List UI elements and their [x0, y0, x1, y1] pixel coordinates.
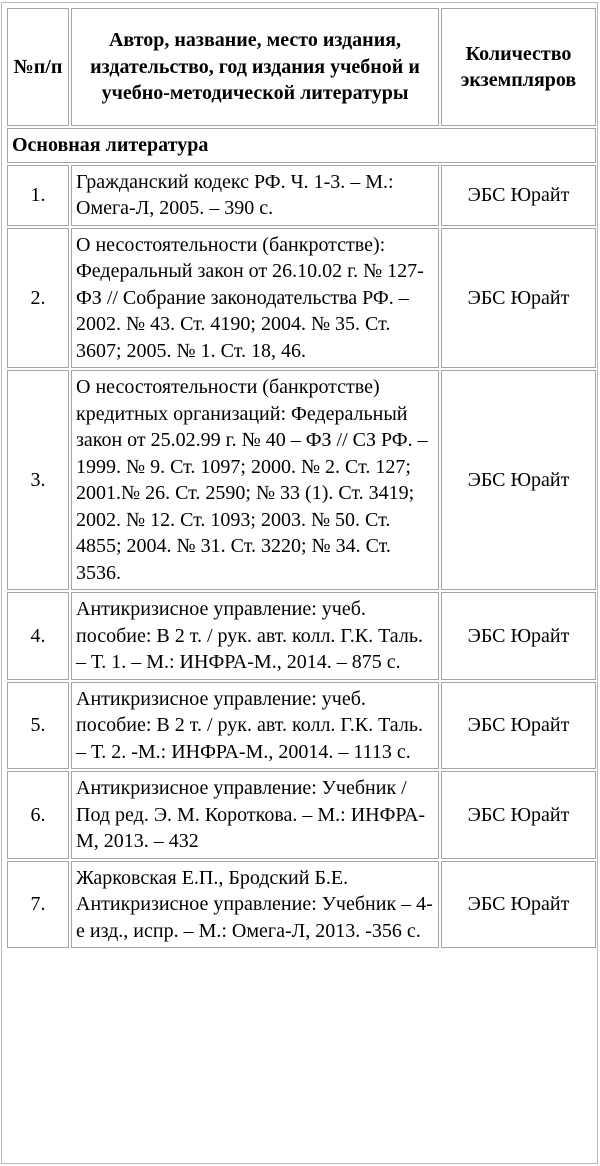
row-description: Гражданский кодекс РФ. Ч. 1-3. – М.: Омега-Л, 2005. – 390 с.: [71, 165, 439, 226]
header-quantity: Количество экземпляров: [441, 8, 596, 126]
row-number: 7.: [7, 861, 69, 949]
document-frame: [1, 2, 598, 1164]
row-quantity: ЭБС Юрайт: [441, 228, 596, 369]
row-description: О несостоятельности (банкротстве) кредитных организаций: Федеральный закон от 25.02.99 г. № 40 – ФЗ // СЗ РФ. – 1999. № 9. Ст. 1097; 2000. № 2. Ст. 127; 2001.№ 26. Ст. 2590; № 33 (1). Ст. 3419; 2002. № 12. Ст. 1093; 2003. № 50. Ст. 4855; 2004. № 31. Ст. 3220; № 34. Ст. 3536.: [71, 370, 439, 590]
table-row: [7, 682, 596, 770]
row-quantity: ЭБС Юрайт: [441, 682, 596, 770]
row-number: 4.: [7, 592, 69, 680]
table-row: [7, 592, 596, 680]
table-row: [7, 861, 596, 949]
row-description: О несостоятельности (банкротстве): Федеральный закон от 26.10.02 г. № 127-ФЗ // Собрание законодательства РФ. – 2002. № 43. Ст. 4190; 2004. № 35. Ст. 3607; 2005. № 1. Ст. 18, 46.: [71, 228, 439, 369]
table-row: [7, 165, 596, 226]
row-quantity: ЭБС Юрайт: [441, 592, 596, 680]
row-number: 3.: [7, 370, 69, 590]
table-row: [7, 228, 596, 369]
row-number: 6.: [7, 771, 69, 859]
header-number: №п/п: [7, 8, 69, 126]
section-title: Основная литература: [7, 128, 596, 163]
row-description: Антикризисное управление: учеб. пособие: В 2 т. / рук. авт. колл. Г.К. Таль. – Т. 1. – М.: ИНФРА-М., 2014. – 875 с.: [71, 592, 439, 680]
literature-table: [5, 6, 598, 950]
row-description: Жарковская Е.П., Бродский Б.Е. Антикризисное управление: Учебник – 4-е изд., испр. – М.: Омега-Л, 2013. -356 с.: [71, 861, 439, 949]
section-row: [7, 128, 596, 163]
row-quantity: ЭБС Юрайт: [441, 165, 596, 226]
row-quantity: ЭБС Юрайт: [441, 771, 596, 859]
row-description: Антикризисное управление: учеб. пособие: В 2 т. / рук. авт. колл. Г.К. Таль. – Т. 2. -М.: ИНФРА-М., 20014. – 1113 с.: [71, 682, 439, 770]
row-number: 5.: [7, 682, 69, 770]
table-row: [7, 370, 596, 590]
header-title: Автор, название, место издания, издательство, год издания учебной и учебно-методической литературы: [71, 8, 439, 126]
row-number: 2.: [7, 228, 69, 369]
table-row: [7, 771, 596, 859]
row-quantity: ЭБС Юрайт: [441, 370, 596, 590]
row-number: 1.: [7, 165, 69, 226]
header-row: [7, 8, 596, 126]
row-description: Антикризисное управление: Учебник / Под ред. Э. М. Короткова. – М.: ИНФРА-М, 2013. – 432: [71, 771, 439, 859]
row-quantity: ЭБС Юрайт: [441, 861, 596, 949]
